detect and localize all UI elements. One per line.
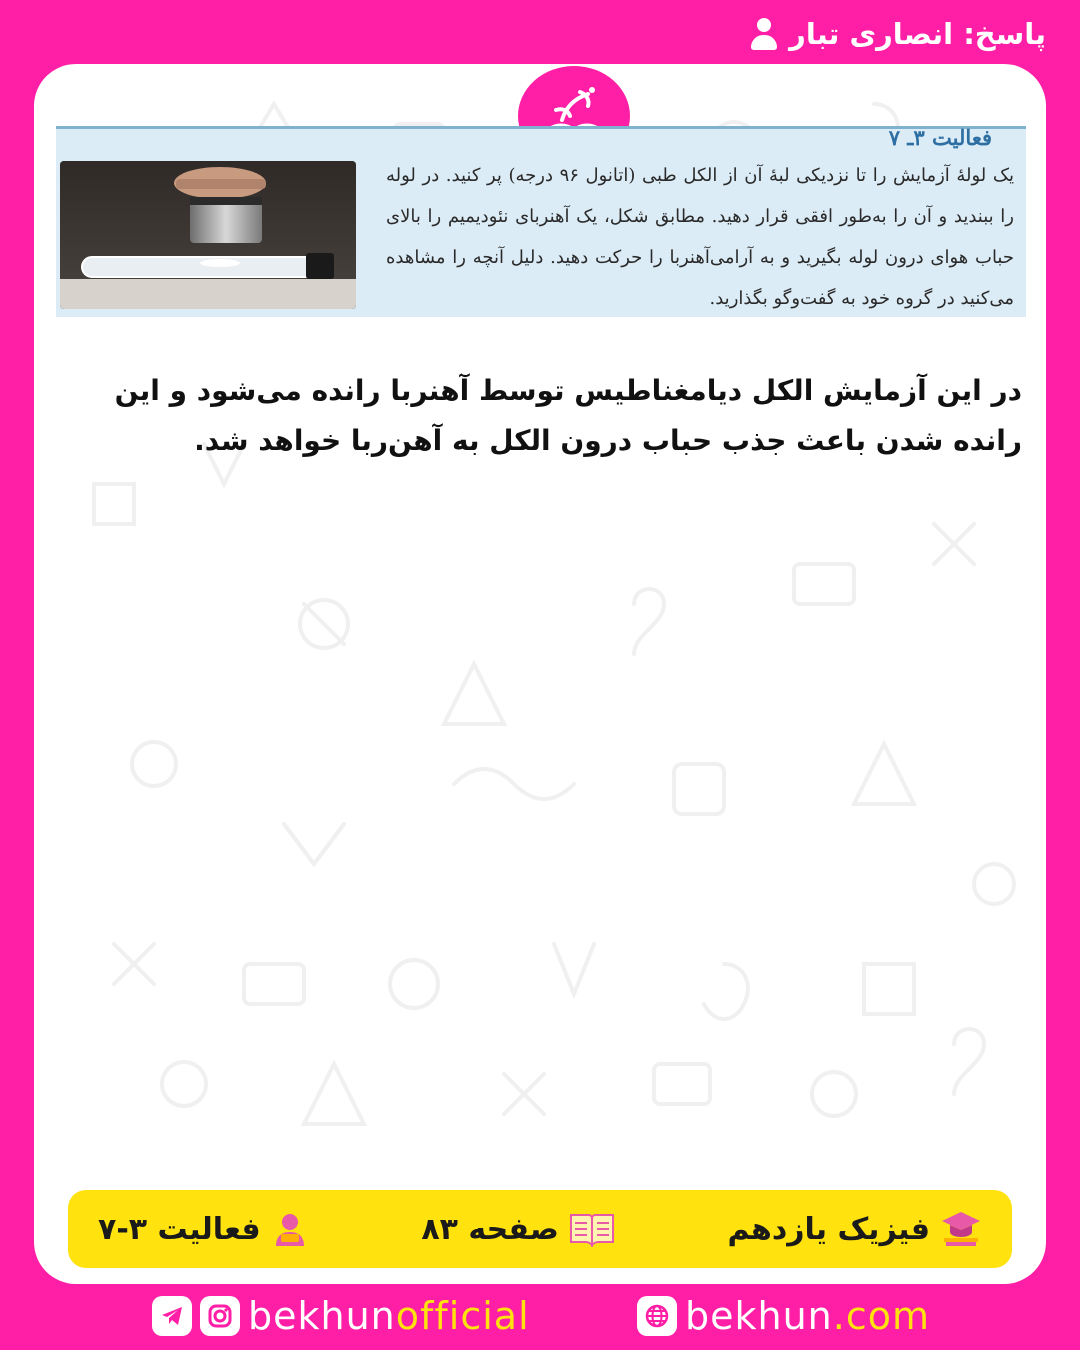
social-links xyxy=(0,1286,1080,1346)
textbook-excerpt xyxy=(56,126,1026,317)
subject-name: فیزیک یازدهم xyxy=(727,1211,930,1247)
activity-title: فعالیت ۳ـ ۷ xyxy=(888,125,992,150)
open-book-icon xyxy=(569,1211,615,1247)
activity-description: یک لولهٔ آزمایش را تا نزدیکی لبهٔ آن از الکل طبی (اتانول ۹۶ درجه) پر کنید. در لوله را ببندید و آن را به‌طور افقی قرار دهید. مطابق شکل، یک آهنربای نئودیمیم را بالای حباب هوای درون لوله بگیرید و به آرامی‌آهنربا را حرکت دهید. دلیل آنچه را مشاهده می‌کنید در گروه خود به گفت‌وگو بگذارید. xyxy=(386,165,1014,309)
instagram-icon[interactable] xyxy=(200,1296,240,1336)
page-number: صفحه ۸۳ xyxy=(421,1211,559,1247)
experiment-photo xyxy=(60,161,356,309)
footer-activity xyxy=(98,1210,309,1248)
answer-credit xyxy=(749,10,1046,58)
activity-number: فعالیت ۳-۷ xyxy=(98,1211,261,1247)
footer-subject xyxy=(728,1210,983,1248)
website-link[interactable] xyxy=(637,1294,930,1338)
graduation-cap-icon xyxy=(940,1210,982,1248)
content-card xyxy=(34,64,1046,1284)
answer-text: در این آزمایش الکل دیامغناطیس توسط آهنربا رانده می‌شود و این رانده شدن باعث جذب حباب درون الکل به آهن‌ربا خواهد شد. xyxy=(114,374,1022,457)
instagram-handle[interactable]: bekhunofficial xyxy=(248,1294,530,1338)
footer-info-bar xyxy=(68,1190,1012,1268)
footer-page xyxy=(421,1211,614,1247)
telegram-icon[interactable] xyxy=(152,1296,192,1336)
globe-icon xyxy=(637,1296,677,1336)
student-icon xyxy=(271,1210,309,1248)
answer-author: پاسخ: انصاری تبار xyxy=(789,17,1046,51)
user-icon xyxy=(749,17,779,51)
website-url[interactable]: bekhun.com xyxy=(684,1294,930,1338)
social-handle[interactable] xyxy=(152,1294,530,1338)
